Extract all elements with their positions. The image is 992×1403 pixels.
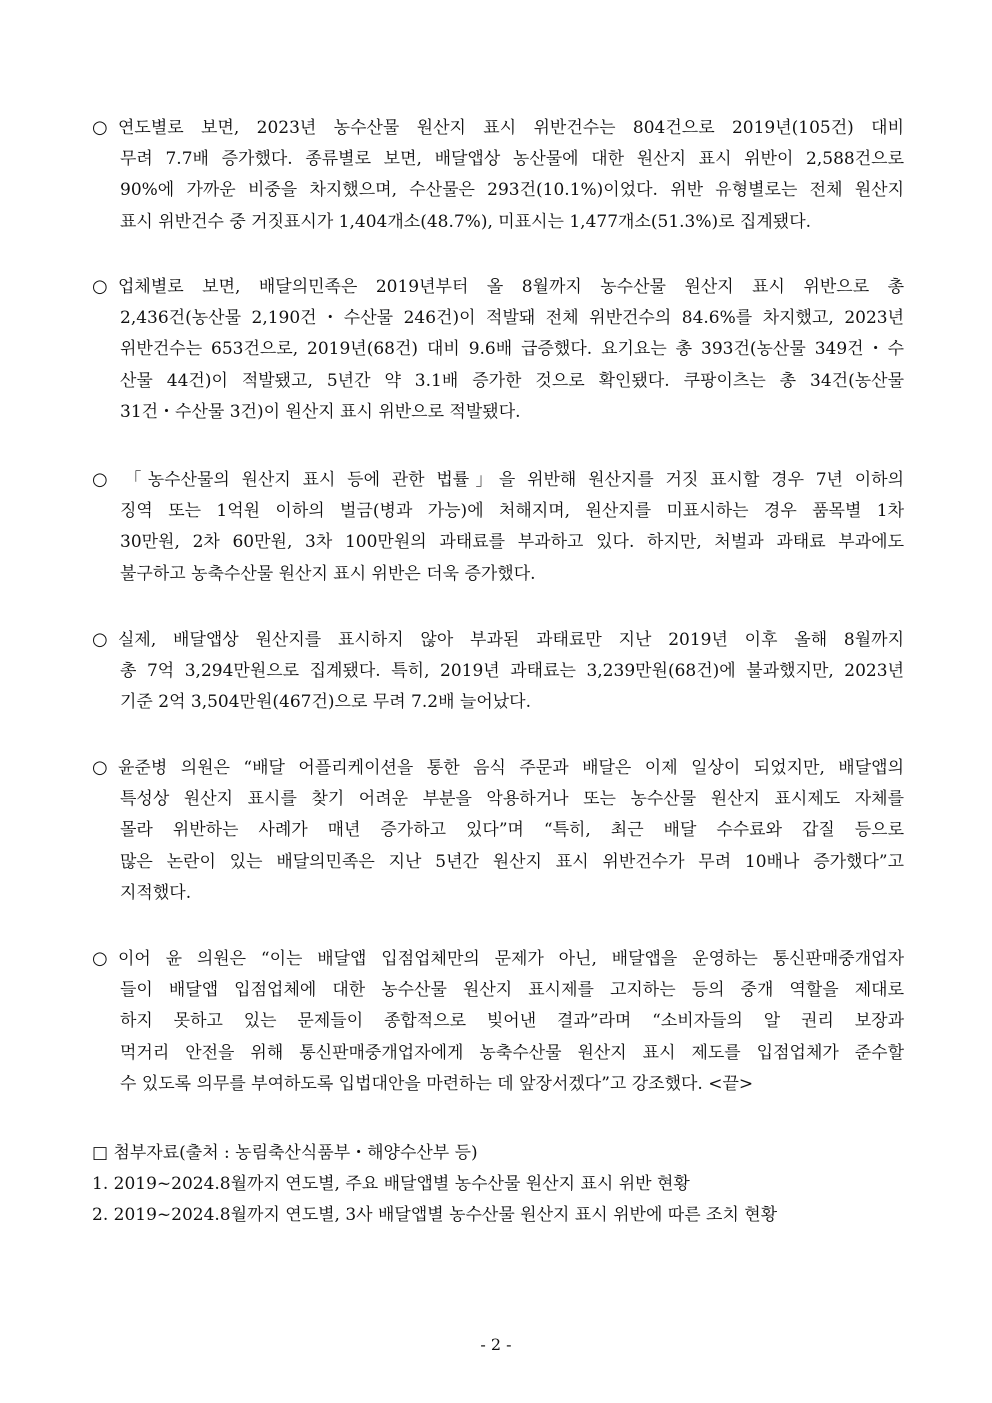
- paragraph-line: 많은 논란이 있는 배달의민족은 지난 5년간 원산지 표시 위반건수가 무려 10배나 증가했다”고: [120, 851, 904, 872]
- circle-bullet-icon: ○: [92, 117, 108, 138]
- paragraph-line: ○ 업체별로 보면, 배달의민족은 2019년부터 올 8월까지 농수산물 원산지 표시 위반으로 총: [92, 271, 904, 303]
- paragraph-legal-penalties: [92, 464, 904, 590]
- paragraph-line: ○ 실제, 배달앱상 원산지를 표시하지 않아 부과된 과태료만 지난 2019년 이후 올해 8월까지: [92, 624, 904, 656]
- attachments-section: [92, 1138, 904, 1231]
- paragraph-line: 하지 못하고 있는 문제들이 종합적으로 빚어낸 결과”라며 “소비자들의 알 권리 보장과: [120, 1011, 904, 1031]
- paragraph-line: 산물 44건)이 적발됐고, 5년간 약 3.1배 증가한 것으로 확인됐다. 쿠팡이츠는 총 34건(농산물: [120, 370, 904, 391]
- circle-bullet-icon: ○: [92, 276, 108, 297]
- paragraph-line: ○ 연도별로 보면, 2023년 농수산물 원산지 표시 위반건수는 804건으로 2019년(105건) 대비: [92, 112, 904, 144]
- paragraph-line: ○ 「농수산물의 원산지 표시 등에 관한 법률」을 위반해 원산지를 거짓 표시할 경우 7년 이하의: [92, 464, 904, 496]
- paragraph-line: 기준 2억 3,504만원(467건)으로 무려 7.2배 늘어났다.: [120, 692, 531, 712]
- attachment-item: 2. 2019~2024.8월까지 연도별, 3사 배달앱별 농수산물 원산지 표시 위반에 따른 조치 현황: [92, 1205, 778, 1225]
- attachments-heading: □ 첨부자료(출처 : 농림축산식품부・해양수산부 등): [92, 1143, 478, 1163]
- paragraph-line: 2,436건(농산물 2,190건・수산물 246건)이 적발돼 전체 위반건수의 84.6%를 차지했고, 2023년: [120, 307, 904, 328]
- paragraph-line: 몰라 위반하는 사례가 매년 증가하고 있다”며 “특히, 최근 배달 수수료와 갑질 등으로: [120, 820, 904, 840]
- paragraph-yearly-violations: [92, 112, 904, 238]
- page-number: - 2 -: [480, 1335, 512, 1354]
- circle-bullet-icon: ○: [92, 629, 108, 650]
- paragraph-line: 무려 7.7배 증가했다. 종류별로 보면, 배달앱상 농산물에 대한 원산지 표시 위반이 2,588건으로: [120, 148, 904, 169]
- paragraph-line: 총 7억 3,294만원으로 집계됐다. 특히, 2019년 과태료는 3,239만원(68건)에 불과했지만, 2023년: [120, 660, 904, 681]
- paragraph-lawmaker-statement: [92, 752, 904, 910]
- paragraph-line: 들이 배달앱 입점업체에 대한 농수산물 원산지 표시제를 고지하는 등의 중개 역할을 제대로: [120, 979, 904, 1000]
- paragraph-line: 특성상 원산지 표시를 찾기 어려운 부분을 악용하거나 또는 농수산물 원산지 표시제도 자체를: [120, 788, 904, 809]
- circle-bullet-icon: ○: [92, 757, 108, 778]
- paragraph-line: 90%에 가까운 비중을 차지했으며, 수산물은 293건(10.1%)이었다. 위반 유형별로는 전체 원산지: [120, 180, 904, 200]
- paragraph-line: 불구하고 농축수산물 원산지 표시 위반은 더욱 증가했다.: [120, 563, 536, 584]
- attachment-item: 1. 2019~2024.8월까지 연도별, 주요 배달앱별 농수산물 원산지 표시 위반 현황: [92, 1174, 690, 1194]
- paragraph-line: 수 있도록 의무를 부여하도록 입법대안을 마련하는 데 앞장서겠다”고 강조했다. <끝>: [120, 1074, 754, 1094]
- paragraph-line: 먹거리 안전을 위해 통신판매중개업자에게 농축수산물 원산지 표시 제도를 입점업체가 준수할: [120, 1042, 904, 1063]
- paragraph-line: 31건・수산물 3건)이 원산지 표시 위반으로 적발됐다.: [120, 402, 521, 422]
- paragraph-line: 위반건수는 653건으로, 2019년(68건) 대비 9.6배 급증했다. 요기요는 총 393건(농산물 349건・수: [120, 339, 904, 359]
- paragraph-line: 30만원, 2차 60만원, 3차 100만원의 과태료를 부과하고 있다. 하지만, 처벌과 과태료 부과에도: [120, 532, 904, 552]
- paragraph-fines: [92, 624, 904, 719]
- paragraph-line: 지적했다.: [120, 883, 192, 903]
- paragraph-line: ○ 이어 윤 의원은 “이는 배달앱 입점업체만의 문제가 아닌, 배달앱을 운영하는 통신판매중개업자: [92, 943, 904, 975]
- paragraph-company-violations: [92, 271, 904, 429]
- paragraph-line: ○ 윤준병 의원은 “배달 어플리케이션을 통한 음식 주문과 배달은 이제 일상이 되었지만, 배달앱의: [92, 752, 904, 784]
- paragraph-line: 징역 또는 1억원 이하의 벌금(병과 가능)에 처해지며, 원산지를 미표시하는 경우 품목별 1차: [120, 500, 904, 521]
- paragraph-line: 표시 위반건수 중 거짓표시가 1,404개소(48.7%), 미표시는 1,477개소(51.3%)로 집계됐다.: [120, 211, 812, 232]
- paragraph-legislative-plan: [92, 943, 904, 1101]
- circle-bullet-icon: ○: [92, 469, 108, 490]
- circle-bullet-icon: ○: [92, 948, 108, 969]
